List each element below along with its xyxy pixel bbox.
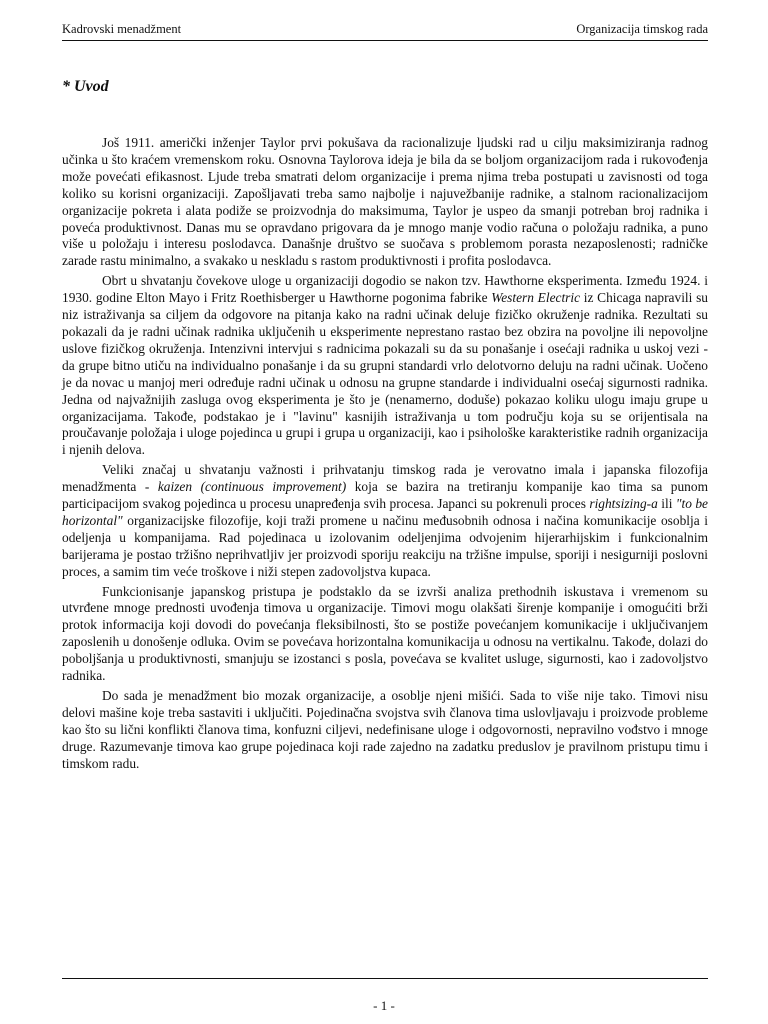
- body-paragraph: [62, 688, 708, 773]
- section-title: * Uvod: [62, 78, 109, 95]
- page-header: [62, 22, 708, 41]
- italic-text-run: Western Electric: [491, 290, 581, 306]
- page-number: - 1 -: [373, 998, 395, 1013]
- header-right-text: Organizacija timskog rada: [576, 22, 708, 36]
- text-run: ili: [657, 496, 676, 512]
- text-run: Još 1911. američki inženjer Taylor prvi pokušava da racionalizuje ljudski rad u cilju maksimiziranja radnog učinka u što kraćem vremenskom roku. Osnovna Taylorova ideja je bila da se boljom organizacijom rada i rukovođenja može povećati efikasnost. Ljude treba smatrati delom organizacije i prema njima treba postupati u zavisnosti od toga koliko su korisni organizaciji. Zapošljavati treba samo najbolje i najuvežbanije radnike, a stalnom racionalizacijom organizacije pokreta i alata podiže se proizvodnja do maksimuma, Taylor je uspeo da smanji potreban broj radnika i poveća produktivnost. Danas mu se opravdano prigovara da je mnogo manje vodio računa o položaju radnika, a puno više u položaju i interesu poslodavca. Današnje društvo se suočava s problemom porasta nezaposlenosti; radničke zarade rastu minimalno, a svakako u neskladu s rastom produktivnosti i profita poslodavca.: [62, 135, 708, 269]
- text-run: koja se bazira na tretiranju kompanije kao tima sa punom participacijom svakog pojedinca u procesu unapređenja svih procesa. Japanci su pokrenuli proces: [62, 479, 708, 512]
- italic-text-run: kaizen (continuous improvement): [157, 479, 347, 495]
- italic-text-run: rightsizing-a: [589, 496, 658, 512]
- text-run: iz Chicaga napravili su niz istraživanja sa ciljem da odgovore na pitanja kako na radni učinak deluje fizičko okruženje radnika. Rezultati su pokazali da je radni učinak radnika uključenih u eksperimente neprestano rastao bez obzira na povoljne ili nepovoljne uslove fizičkog okruženja. Intenzivni intervjui s radnicima pokazali su da su ponašanje i osećaji radnika u uskoj vezi - da grupe bitno utiču na individualno ponašanje i da su grupni standardi vrlo delotvorno deluju na radni učinak. Uočeno je da novac u manjoj meri određuje radni učinak u odnosu na grupne standarde i individualni osećaj sigurnosti radnika. Jedna od najvažnijih zasluga ovog eksperimenta je što je (nenamerno, doduše) pokazao koliku ulogu imaju grupe u organizacijama. Takođe, podstakao je i "lavinu" kasnijih istraživanja u tom području koja su se orijentisala na proučavanje položaja i uloge pojedinca u grupi i grupa u organizaciji, kao i psihološke karakteristike radnih organizacija i njenih delova.: [62, 290, 708, 458]
- text-run: Obrt u shvatanju čovekove uloge u organizaciji dogodio se nakon tzv. Hawthorne eksperimenta. Između 1924. i 1930. godine Elton Mayo i Fritz Roethisberger u Hawthorne pogonima fabrike: [62, 273, 708, 306]
- body-paragraph: [62, 584, 708, 685]
- text-run: Funkcionisanje japanskog pristupa je podstaklo da se izvrši analiza prethodnih iskustava i vremenom su utvrđene mnoge prednosti uvođenja timova u organizacije. Timovi mogu olakšati širenje kompanije i omogućiti brži protok informacija koji dovodi do povećanja fleksibilnosti, što se postiže povećanjem komunikacije i uključivanjem zaposlenih u donošenje odluka. Ovim se povećava horizontalna komunikacija u odnosu na vertikalnu. Takođe, dolazi do poboljšanja u produktivnosti, smanjuju se izostanci s posla, povećava se kvalitet usluge, sigurnosti, kao i zadovoljstvo radnika.: [62, 583, 708, 684]
- document-body: [62, 135, 708, 776]
- footer-rule: [62, 978, 708, 979]
- body-paragraph: [62, 462, 708, 580]
- body-paragraph: [62, 135, 708, 270]
- text-run: organizacijske filozofije, koji traži promene u načinu međusobnih odnosa i načina komunikacije osoblja i odeljenja u kompanijama. Rad pojedinaca u izolovanim odeljenjima odvojenim hijerarhijskim i funkcionalnim barijerama je postao tržišno neprihvatljiv jer proizvodi sporiju reakciju na tržišne impulse, sporiji i nesigurniji poslovni proces, a samim tim veće troškove i niži stepen zadovoljstva kupaca.: [62, 512, 708, 579]
- text-run: Veliki značaj u shvatanju važnosti i prihvatanju timskog rada je verovatno imala i japanska filozofija menadžmenta -: [62, 462, 708, 495]
- header-left-text: Kadrovski menadžment: [62, 22, 182, 36]
- italic-text-run: "to be horizontal": [62, 496, 709, 528]
- body-paragraph: [62, 273, 708, 459]
- text-run: Do sada je menadžment bio mozak organizacije, a osoblje njeni mišići. Sada to više nije tako. Timovi nisu delovi mašine koje treba sastaviti i uključiti. Pojedinačna svojstva svih članova tima uslovljavaju i proizvode probleme kao što su lični konflikti članova tima, konfuzni ciljevi, nedefinisane uloge i odgovornosti, nepravilno vođstvo i mnoge druge. Razumevanje timova kao grupe pojedinaca koji rade zajedno na zadatku preduslov je pravilnom pristupu timu i timskom radu.: [62, 688, 708, 771]
